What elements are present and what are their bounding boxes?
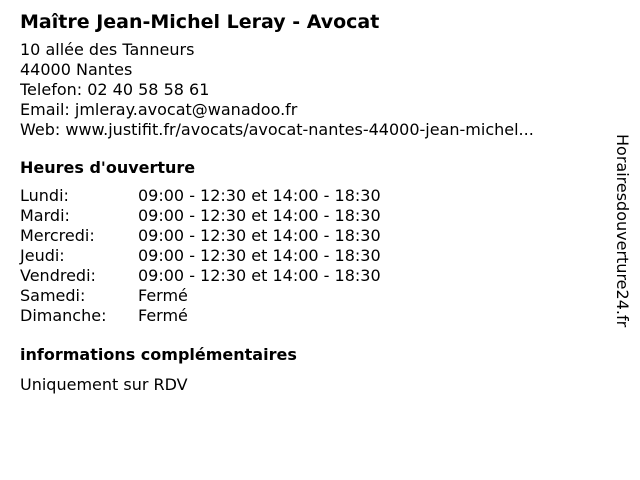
day-label: Lundi: [20,186,69,205]
day-hours: 09:00 - 12:30 et 14:00 - 18:30 [138,206,381,225]
day-label: Jeudi: [20,246,65,265]
website-url: Web: www.justifit.fr/avocats/avocat-nantes-44000-jean-michel... [20,120,534,139]
day-hours: 09:00 - 12:30 et 14:00 - 18:30 [138,266,381,285]
hours-row-saturday [20,286,610,306]
address-city: 44000 Nantes [20,60,133,79]
additional-info-heading: informations complémentaires [20,345,297,364]
address-street: 10 allée des Tanneurs [20,40,195,59]
day-hours: 09:00 - 12:30 et 14:00 - 18:30 [138,226,381,245]
day-label: Dimanche: [20,306,107,325]
day-hours: 09:00 - 12:30 et 14:00 - 18:30 [138,246,381,265]
day-hours: Fermé [138,306,188,325]
hours-row-sunday [20,306,610,326]
contact-block [20,40,610,140]
day-label: Vendredi: [20,266,96,285]
additional-info-text: Uniquement sur RDV [20,375,188,394]
hours-row-tuesday [20,206,610,226]
hours-row-wednesday [20,226,610,246]
watermark-text: Horairesdouverture24.fr [613,134,632,328]
hours-row-thursday [20,246,610,266]
day-hours: Fermé [138,286,188,305]
day-hours: 09:00 - 12:30 et 14:00 - 18:30 [138,186,381,205]
hours-row-monday [20,186,610,206]
phone-number: Telefon: 02 40 58 58 61 [20,80,210,99]
email-address: Email: jmleray.avocat@wanadoo.fr [20,100,298,119]
opening-hours-table [20,186,610,326]
page-title: Maître Jean-Michel Leray - Avocat [20,11,380,33]
day-label: Mercredi: [20,226,95,245]
day-label: Samedi: [20,286,86,305]
day-label: Mardi: [20,206,70,225]
hours-row-friday [20,266,610,286]
opening-hours-heading: Heures d'ouverture [20,158,196,177]
listing-card [20,10,610,395]
